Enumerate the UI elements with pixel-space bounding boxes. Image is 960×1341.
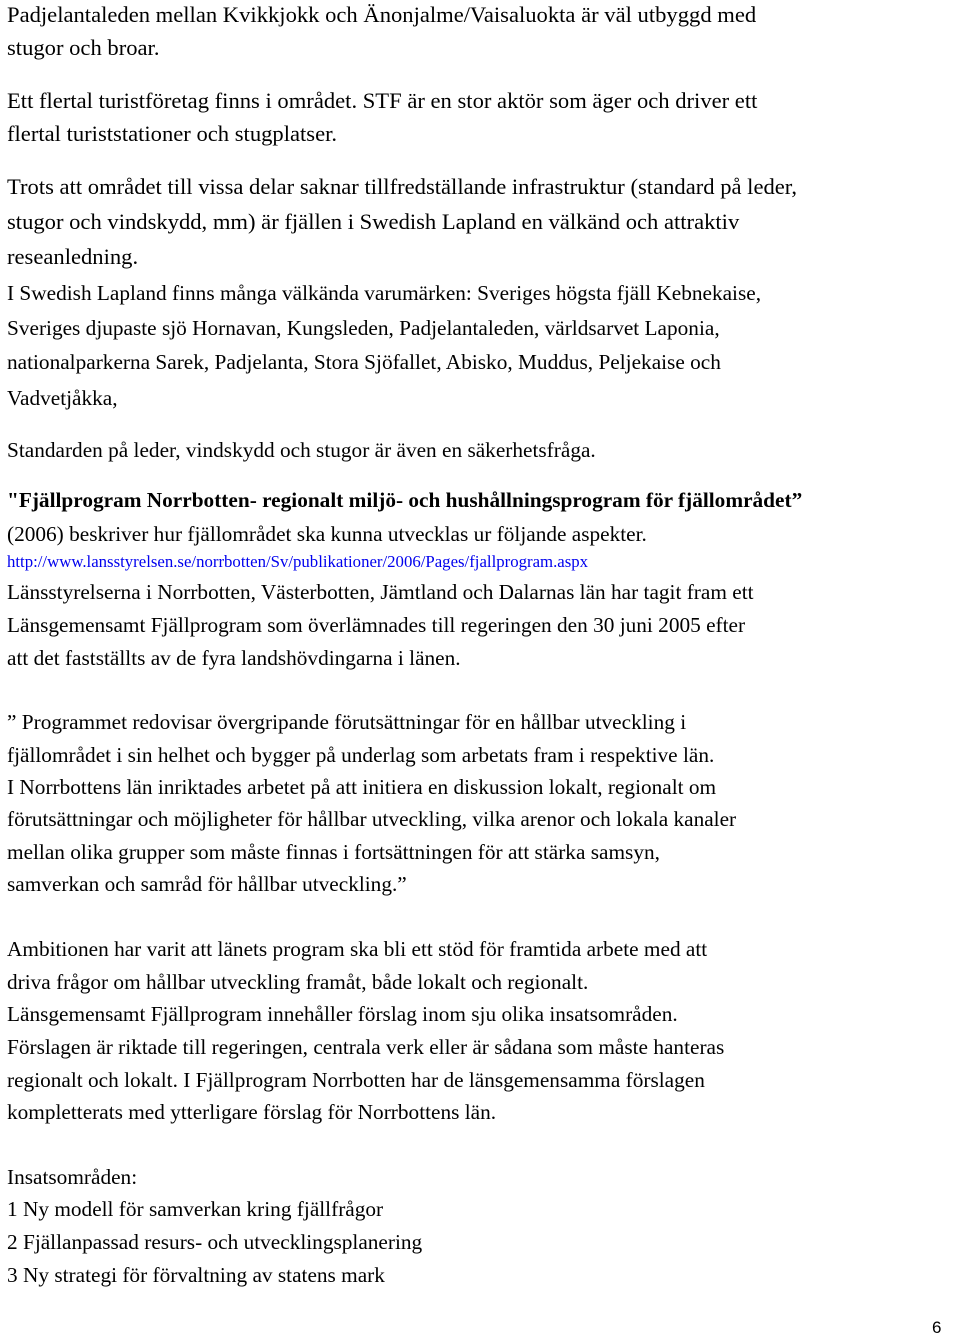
list-item: 3 Ny strategi för förvaltning av statens mark	[7, 1263, 385, 1287]
list-item: 2 Fjällanpassad resurs- och utvecklingsplanering	[7, 1230, 423, 1254]
text-line: (2006) beskriver hur fjällområdet ska kunna utvecklas ur följande aspekter.	[7, 522, 647, 546]
text-line: I Norrbottens län inriktades arbetet på att initiera en diskussion lokalt, regionalt om	[7, 775, 717, 799]
text-line: förutsättningar och möjligheter för hållbar utveckling, vilka arenor och lokala kanaler	[7, 807, 737, 831]
text-line: Vadvetjåkka,	[7, 386, 118, 410]
text-line: ” Programmet redovisar övergripande förutsättningar för en hållbar utveckling i	[7, 710, 687, 734]
text-line: Länsstyrelserna i Norrbotten, Västerbotten, Jämtland och Dalarnas län har tagit fram ett	[7, 580, 754, 604]
text-line: Padjelantaleden mellan Kvikkjokk och Änonjalme/Vaisaluokta är väl utbyggd med	[7, 2, 757, 27]
text-line: flertal turiststationer och stugplatser.	[7, 121, 338, 146]
text-line: Standarden på leder, vindskydd och stugor är även en säkerhetsfråga.	[7, 438, 596, 462]
quoted-title: "Fjällprogram Norrbotten- regionalt miljö- och hushållningsprogram för fjällområdet”	[7, 488, 803, 512]
text-line: samverkan och samråd för hållbar utveckling.”	[7, 872, 407, 896]
text-line: Trots att området till vissa delar saknar tillfredställande infrastruktur (standard på leder,	[7, 174, 798, 199]
text-line: att det fastställts av de fyra landshövdingarna i länen.	[7, 646, 461, 670]
text-line: regionalt och lokalt. I Fjällprogram Norrbotten har de länsgemensamma förslagen	[7, 1068, 705, 1092]
text-line: kompletterats med ytterligare förslag för Norrbottens län.	[7, 1100, 497, 1124]
text-line: Ett flertal turistföretag finns i området. STF är en stor aktör som äger och driver ett	[7, 88, 758, 113]
list-item: 1 Ny modell för samverkan kring fjällfrågor	[7, 1197, 384, 1221]
text-line: Sveriges djupaste sjö Hornavan, Kungsleden, Padjelantaleden, världsarvet Laponia,	[7, 316, 720, 340]
text-line: Länsgemensamt Fjällprogram som överlämnades till regeringen den 30 juni 2005 efter	[7, 613, 746, 637]
text-line: Förslagen är riktade till regeringen, centrala verk eller är sådana som måste hanteras	[7, 1035, 725, 1059]
url-link[interactable]: http://www.lansstyrelsen.se/norrbotten/Sv/publikationer/2006/Pages/fjallprogram.aspx	[7, 552, 589, 571]
text-line: nationalparkerna Sarek, Padjelanta, Stora Sjöfallet, Abisko, Muddus, Peljekaise och	[7, 350, 721, 374]
text-line: stugor och broar.	[7, 35, 160, 60]
text-line: mellan olika grupper som måste finnas i fortsättningen för att stärka samsyn,	[7, 840, 660, 864]
text-line: Länsgemensamt Fjällprogram innehåller förslag inom sju olika insatsområden.	[7, 1002, 678, 1026]
page-number: 6	[932, 1318, 942, 1337]
text-line: stugor och vindskydd, mm) är fjällen i Swedish Lapland en välkänd och attraktiv	[7, 209, 740, 234]
text-line: reseanledning.	[7, 244, 139, 269]
text-line: Ambitionen har varit att länets program ska bli ett stöd för framtida arbete med att	[7, 937, 708, 961]
text-line: fjällområdet i sin helhet och bygger på underlag som arbetats fram i respektive län.	[7, 743, 715, 767]
text-line: driva frågor om hållbar utveckling framåt, både lokalt och regionalt.	[7, 970, 589, 994]
text-line: I Swedish Lapland finns många välkända varumärken: Sveriges högsta fjäll Kebnekaise,	[7, 281, 762, 305]
list-heading: Insatsområden:	[7, 1165, 138, 1189]
